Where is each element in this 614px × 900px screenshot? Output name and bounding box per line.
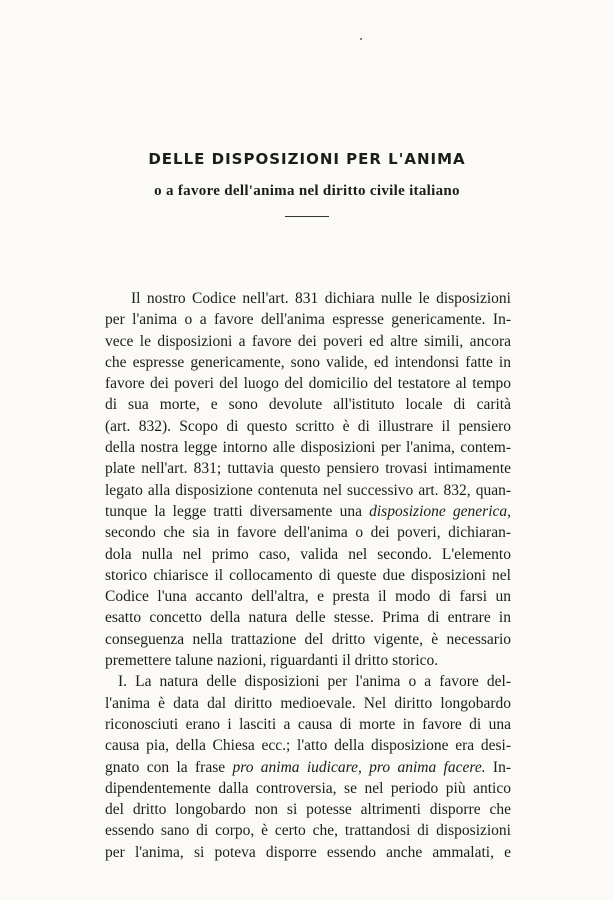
text-line: l'anima è data dal diritto medioevale. Nel diritto longobardo	[105, 694, 511, 712]
text-run: gnato con la frase	[105, 758, 233, 776]
text-line: (art. 832). Scopo di questo scritto è di illustrare il pensiero	[105, 417, 511, 435]
italic-term: disposizione generica,	[369, 502, 512, 520]
text-line: riconosciuti erano i lasciti a causa di morte in favore di una	[105, 715, 511, 733]
text-line: della nostra legge intorno alle disposizioni per l'anima, contem-	[105, 439, 511, 457]
text-line: di sua morte, e sono devolute all'istituto locale di carità	[105, 396, 511, 414]
chapter-title: DELLE DISPOSIZIONI PER L'ANIMA	[148, 150, 466, 168]
text-line: plate nell'art. 831; tuttavia questo pensiero trovasi intimamente	[105, 460, 511, 478]
text-line: che espresse genericamente, sono valide, ed intendonsi fatte in	[105, 353, 511, 371]
text-line: esatto concetto della natura delle stesse. Prima di entrare in	[105, 609, 511, 627]
text-line: favore dei poveri del luogo del domicilio del testatore al tempo	[105, 375, 511, 393]
text-line	[105, 757, 511, 778]
text-line: Il nostro Codice nell'art. 831 dichiara nulle le disposizioni	[131, 290, 511, 307]
title-divider	[285, 216, 329, 217]
chapter-subtitle: o a favore dell'anima nel diritto civile italiano	[154, 183, 460, 199]
text-line: storico chiarisce il collocamento di queste due disposizioni nel	[105, 566, 511, 584]
text-line: per l'anima o a favore dell'anima espresse genericamente. In-	[105, 311, 511, 329]
text-line: Codice l'una accanto dell'altra, e presta il modo di farsi un	[105, 588, 511, 606]
text-line: secondo che sia in favore dell'anima o dei poveri, dichiaran-	[105, 524, 511, 542]
text-line: per l'anima, si poteva disporre essendo anche ammalati, e	[105, 843, 511, 861]
text-line: premettere talune nazioni, riguardanti il dritto storico.	[105, 652, 439, 670]
text-line: del dritto longobardo non si potesse altrimenti disporre che	[105, 801, 511, 819]
text-line: dipendentemente dalla controversia, se nel periodo più antico	[105, 779, 511, 797]
text-line: conseguenza nella trattazione del dritto vigente, è necessario	[105, 630, 511, 648]
text-line: vece le disposizioni a favore dei poveri ed altre simili, ancora	[105, 332, 511, 350]
text-line: I. La natura delle disposizioni per l'anima o a favore del-	[118, 673, 511, 691]
body-paragraphs	[105, 288, 511, 863]
text-run: In-	[485, 758, 511, 776]
text-line: essendo sano di corpo, è certo che, trattandosi di disposizioni	[105, 822, 511, 840]
speck-mark	[360, 38, 362, 40]
text-line	[105, 501, 511, 522]
text-line: causa pia, della Chiesa ecc.; l'atto della disposizione era desi-	[105, 737, 511, 755]
text-line: dola nulla nel primo caso, valida nel secondo. L'elemento	[105, 545, 511, 563]
text-line: legato alla disposizione contenuta nel successivo art. 832, quan-	[105, 481, 511, 499]
italic-phrase: pro anima iudicare, pro anima facere.	[232, 758, 486, 776]
text-run: tunque la legge tratti diversamente una	[105, 502, 370, 520]
